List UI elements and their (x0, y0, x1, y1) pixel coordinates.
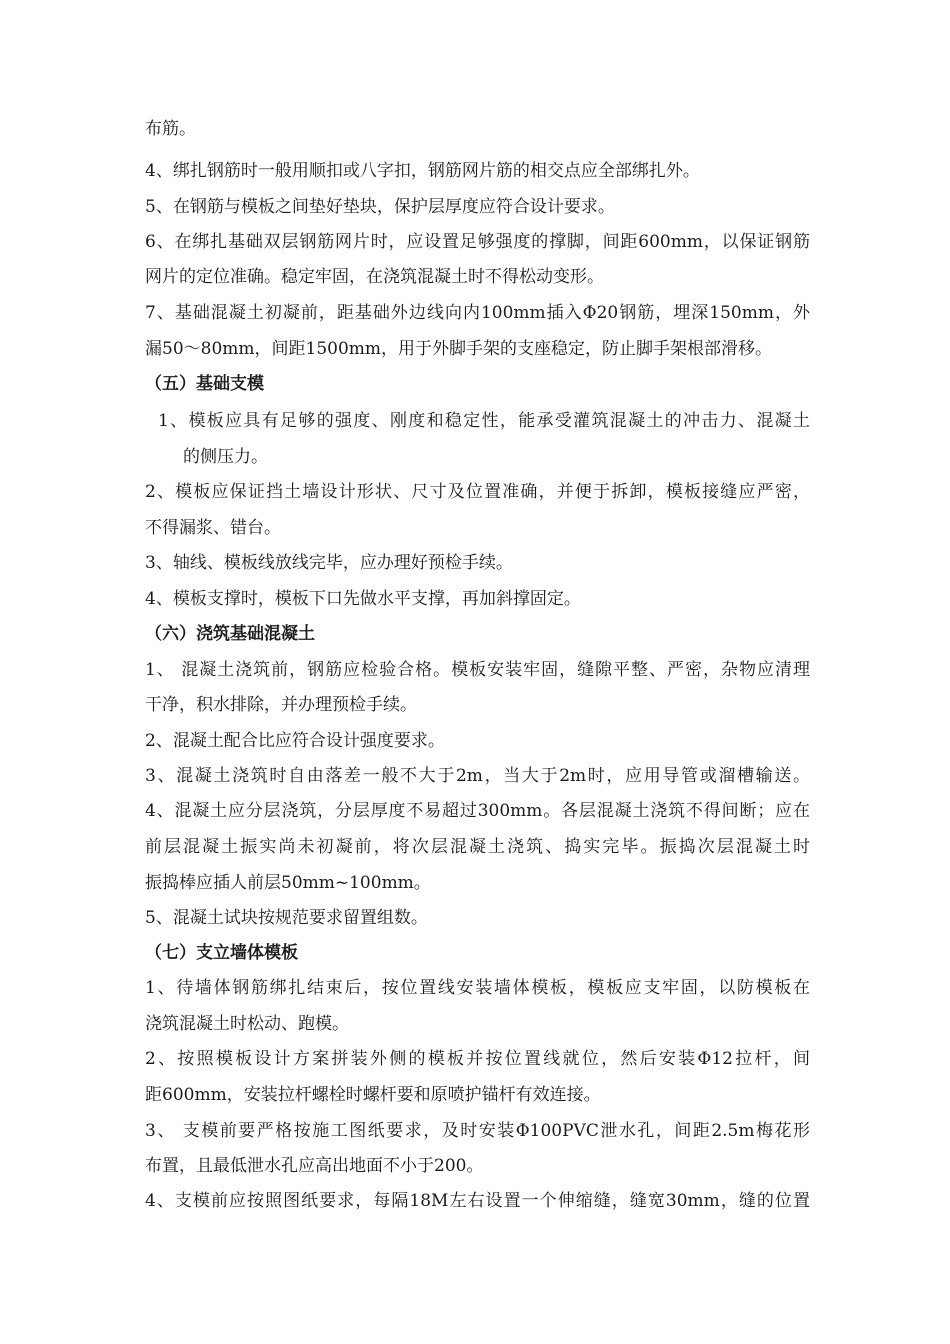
text-line: 布筋。 (145, 119, 196, 139)
text-line: 2、按照模板设计方案拼装外侧的模板并按位置线就位，然后安装Φ12拉杆，间 (145, 1049, 810, 1069)
text-line: 振捣棒应插人前层50mm~100mm。 (145, 873, 431, 893)
text-line: 3、轴线、模板线放线完毕，应办理好预检手续。 (145, 553, 513, 573)
text-line: 6、在绑扎基础双层钢筋网片时，应设置足够强度的撑脚，间距600mm，以保证钢筋 (145, 232, 810, 252)
text-line: 网片的定位准确。稳定牢固，在浇筑混凝土时不得松动变形。 (145, 267, 604, 287)
text-line: 3、混凝土浇筑时自由落差一般不大于2m，当大于2m时，应用导管或溜槽输送。 (145, 766, 810, 786)
text-line: 4、绑扎钢筋时一般用顺扣或八字扣，钢筋网片筋的相交点应全部绑扎外。 (145, 161, 700, 181)
text-line: 3、 支模前要严格按施工图纸要求，及时安装Φ100PVC泄水孔，间距2.5m梅花形 (145, 1121, 810, 1141)
text-line: 浇筑混凝土时松动、跑模。 (145, 1014, 349, 1034)
text-line: 的侧压力。 (183, 447, 268, 467)
text-line: 2、混凝土配合比应符合设计强度要求。 (145, 731, 445, 751)
text-line: 4、支模前应按照图纸要求，每隔18M左右设置一个伸缩缝，缝宽30mm，缝的位置 (145, 1191, 810, 1211)
section-heading: （五）基础支模 (145, 374, 264, 394)
text-line: 4、混凝土应分层浇筑，分层厚度不易超过300mm。各层混凝土浇筑不得间断；应在 (145, 801, 810, 821)
text-line: 前层混凝土振实尚未初凝前，将次层混凝土浇筑、捣实完毕。振捣次层混凝土时 (145, 837, 810, 857)
text-line: 7、基础混凝土初凝前，距基础外边线向内100mm插入Φ20钢筋，埋深150mm，外 (145, 303, 810, 323)
text-line: 5、在钢筋与模板之间垫好垫块，保护层厚度应符合设计要求。 (145, 197, 615, 217)
text-line: 漏50～80mm，间距1500mm，用于外脚手架的支座稳定，防止脚手架根部滑移。 (145, 339, 773, 359)
text-line: 4、模板支撑时，模板下口先做水平支撑，再加斜撑固定。 (145, 589, 581, 609)
text-line: 距600mm，安装拉杆螺栓时螺杆要和原喷护锚杆有效连接。 (145, 1085, 601, 1105)
section-heading: （七）支立墙体模板 (145, 943, 298, 963)
text-line: 不得漏浆、错台。 (145, 518, 281, 538)
text-line: 干净，积水排除，并办理预检手续。 (145, 695, 417, 715)
text-line: 1、 混凝土浇筑前，钢筋应检验合格。模板安装牢固，缝隙平整、严密，杂物应清理 (145, 660, 810, 680)
text-line: 5、混凝土试块按规范要求留置组数。 (145, 908, 428, 928)
text-line: 2、模板应保证挡土墙设计形状、尺寸及位置准确，并便于拆卸，模板接缝应严密， (145, 482, 810, 502)
section-heading: （六）浇筑基础混凝土 (145, 624, 315, 644)
text-line: 1、待墙体钢筋绑扎结束后，按位置线安装墙体模板，模板应支牢固，以防模板在 (145, 978, 810, 998)
text-line: 1、模板应具有足够的强度、刚度和稳定性，能承受灌筑混凝土的冲击力、混凝土 (158, 411, 810, 431)
text-line: 布置，且最低泄水孔应高出地面不小于200。 (145, 1156, 484, 1176)
